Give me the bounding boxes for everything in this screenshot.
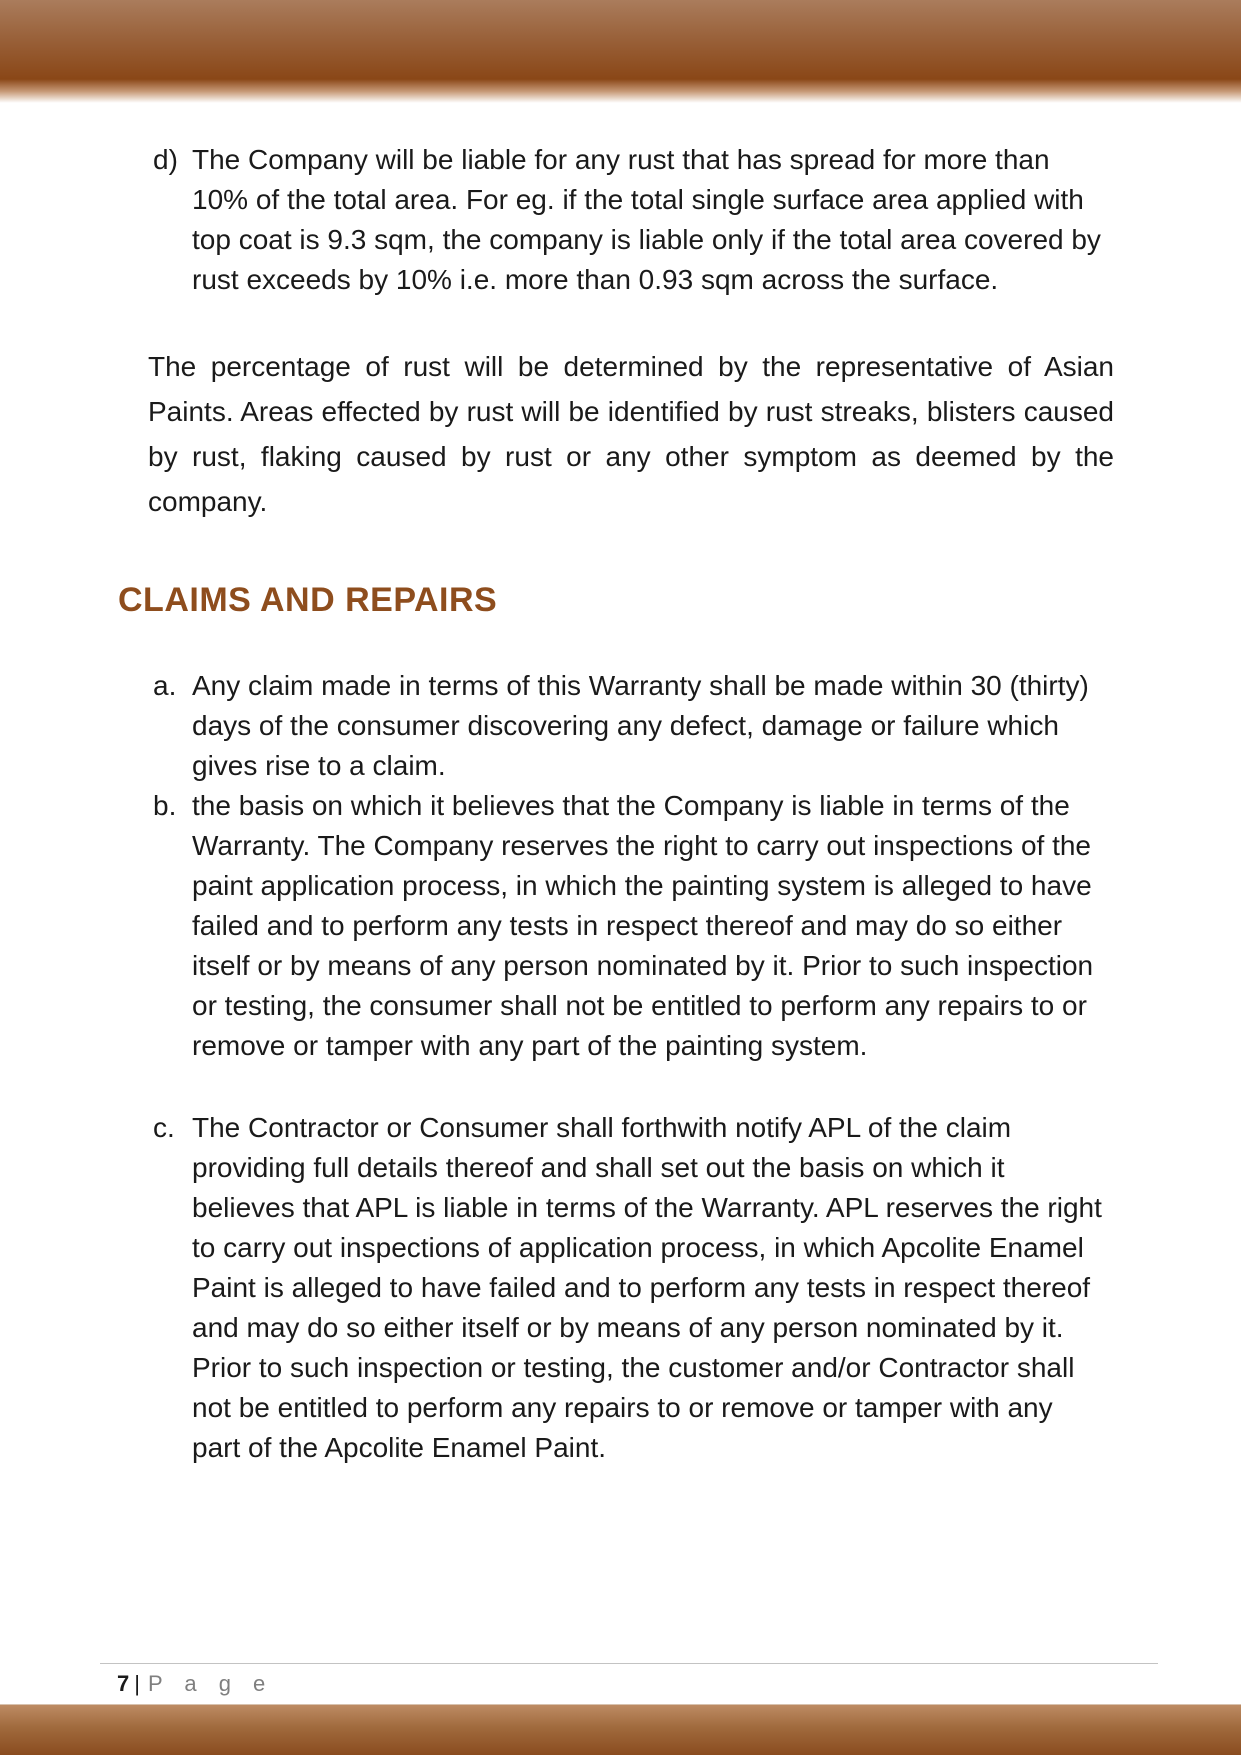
page-number: 7 (117, 1671, 130, 1696)
claims-list (0, 666, 1241, 1468)
list-item-c-text: The Contractor or Consumer shall forthwith notify APL of the claim providing full details thereof and shall set out the basis on which it believes that APL is liable in terms of the Warranty. APL reserves the right to carry out inspections of application process, in which Apcolite Enamel Paint is alleged to have failed and to perform any tests in respect thereof and may do so either itself or by means of any person nominated by it. Prior to such inspection or testing, the customer and/or Contractor shall not be entitled to perform any repairs to or remove or tamper with any part of the Apcolite Enamel Paint. (192, 1112, 1102, 1463)
list-item-b-text: the basis on which it believes that the Company is liable in terms of the Warranty. The Company reserves the right to carry out inspections of the paint application process, in which the painting system is alleged to have failed and to perform any tests in respect thereof and may do so either itself or by means of any person nominated by it. Prior to such inspection or testing, the consumer shall not be entitled to perform any repairs to or remove or tamper with any part of the painting system. (192, 790, 1094, 1061)
list-item-a-text: Any claim made in terms of this Warranty shall be made within 30 (thirty) days of the consumer discovering any defect, damage or failure which gives rise to a claim. (192, 670, 1089, 781)
list-item-a (153, 666, 1105, 786)
list-item-d (153, 140, 1105, 300)
footer-decoration-bar (0, 1704, 1241, 1755)
rust-percentage-paragraph: The percentage of rust will be determined by the representative of Asian Paints. Areas effected by rust will be identified by rust streaks, blisters caused by rust, flaking caused by rust or any other symptom as deemed by the company. (148, 351, 1114, 517)
list-marker-b: b. (153, 790, 177, 821)
list-marker-a: a. (153, 670, 177, 701)
header-decoration-bar (0, 0, 1241, 104)
footer-divider (100, 1663, 1158, 1664)
page-footer (117, 1671, 273, 1697)
page-number-separator: | (134, 1671, 140, 1696)
list-marker-d: d) (153, 144, 178, 175)
list-item-b (153, 786, 1105, 1066)
section-heading-claims-and-repairs: CLAIMS AND REPAIRS (118, 581, 498, 619)
document-body (0, 140, 1241, 1468)
list-item-c (153, 1108, 1105, 1468)
list-item-d-text: The Company will be liable for any rust that has spread for more than 10% of the total area. For eg. if the total single surface area applied with top coat is 9.3 sqm, the company is liable only if the total area covered by rust exceeds by 10% i.e. more than 0.93 sqm across the surface. (192, 144, 1101, 295)
list-marker-c: c. (153, 1112, 175, 1143)
page-word: P a g e (147, 1671, 274, 1696)
